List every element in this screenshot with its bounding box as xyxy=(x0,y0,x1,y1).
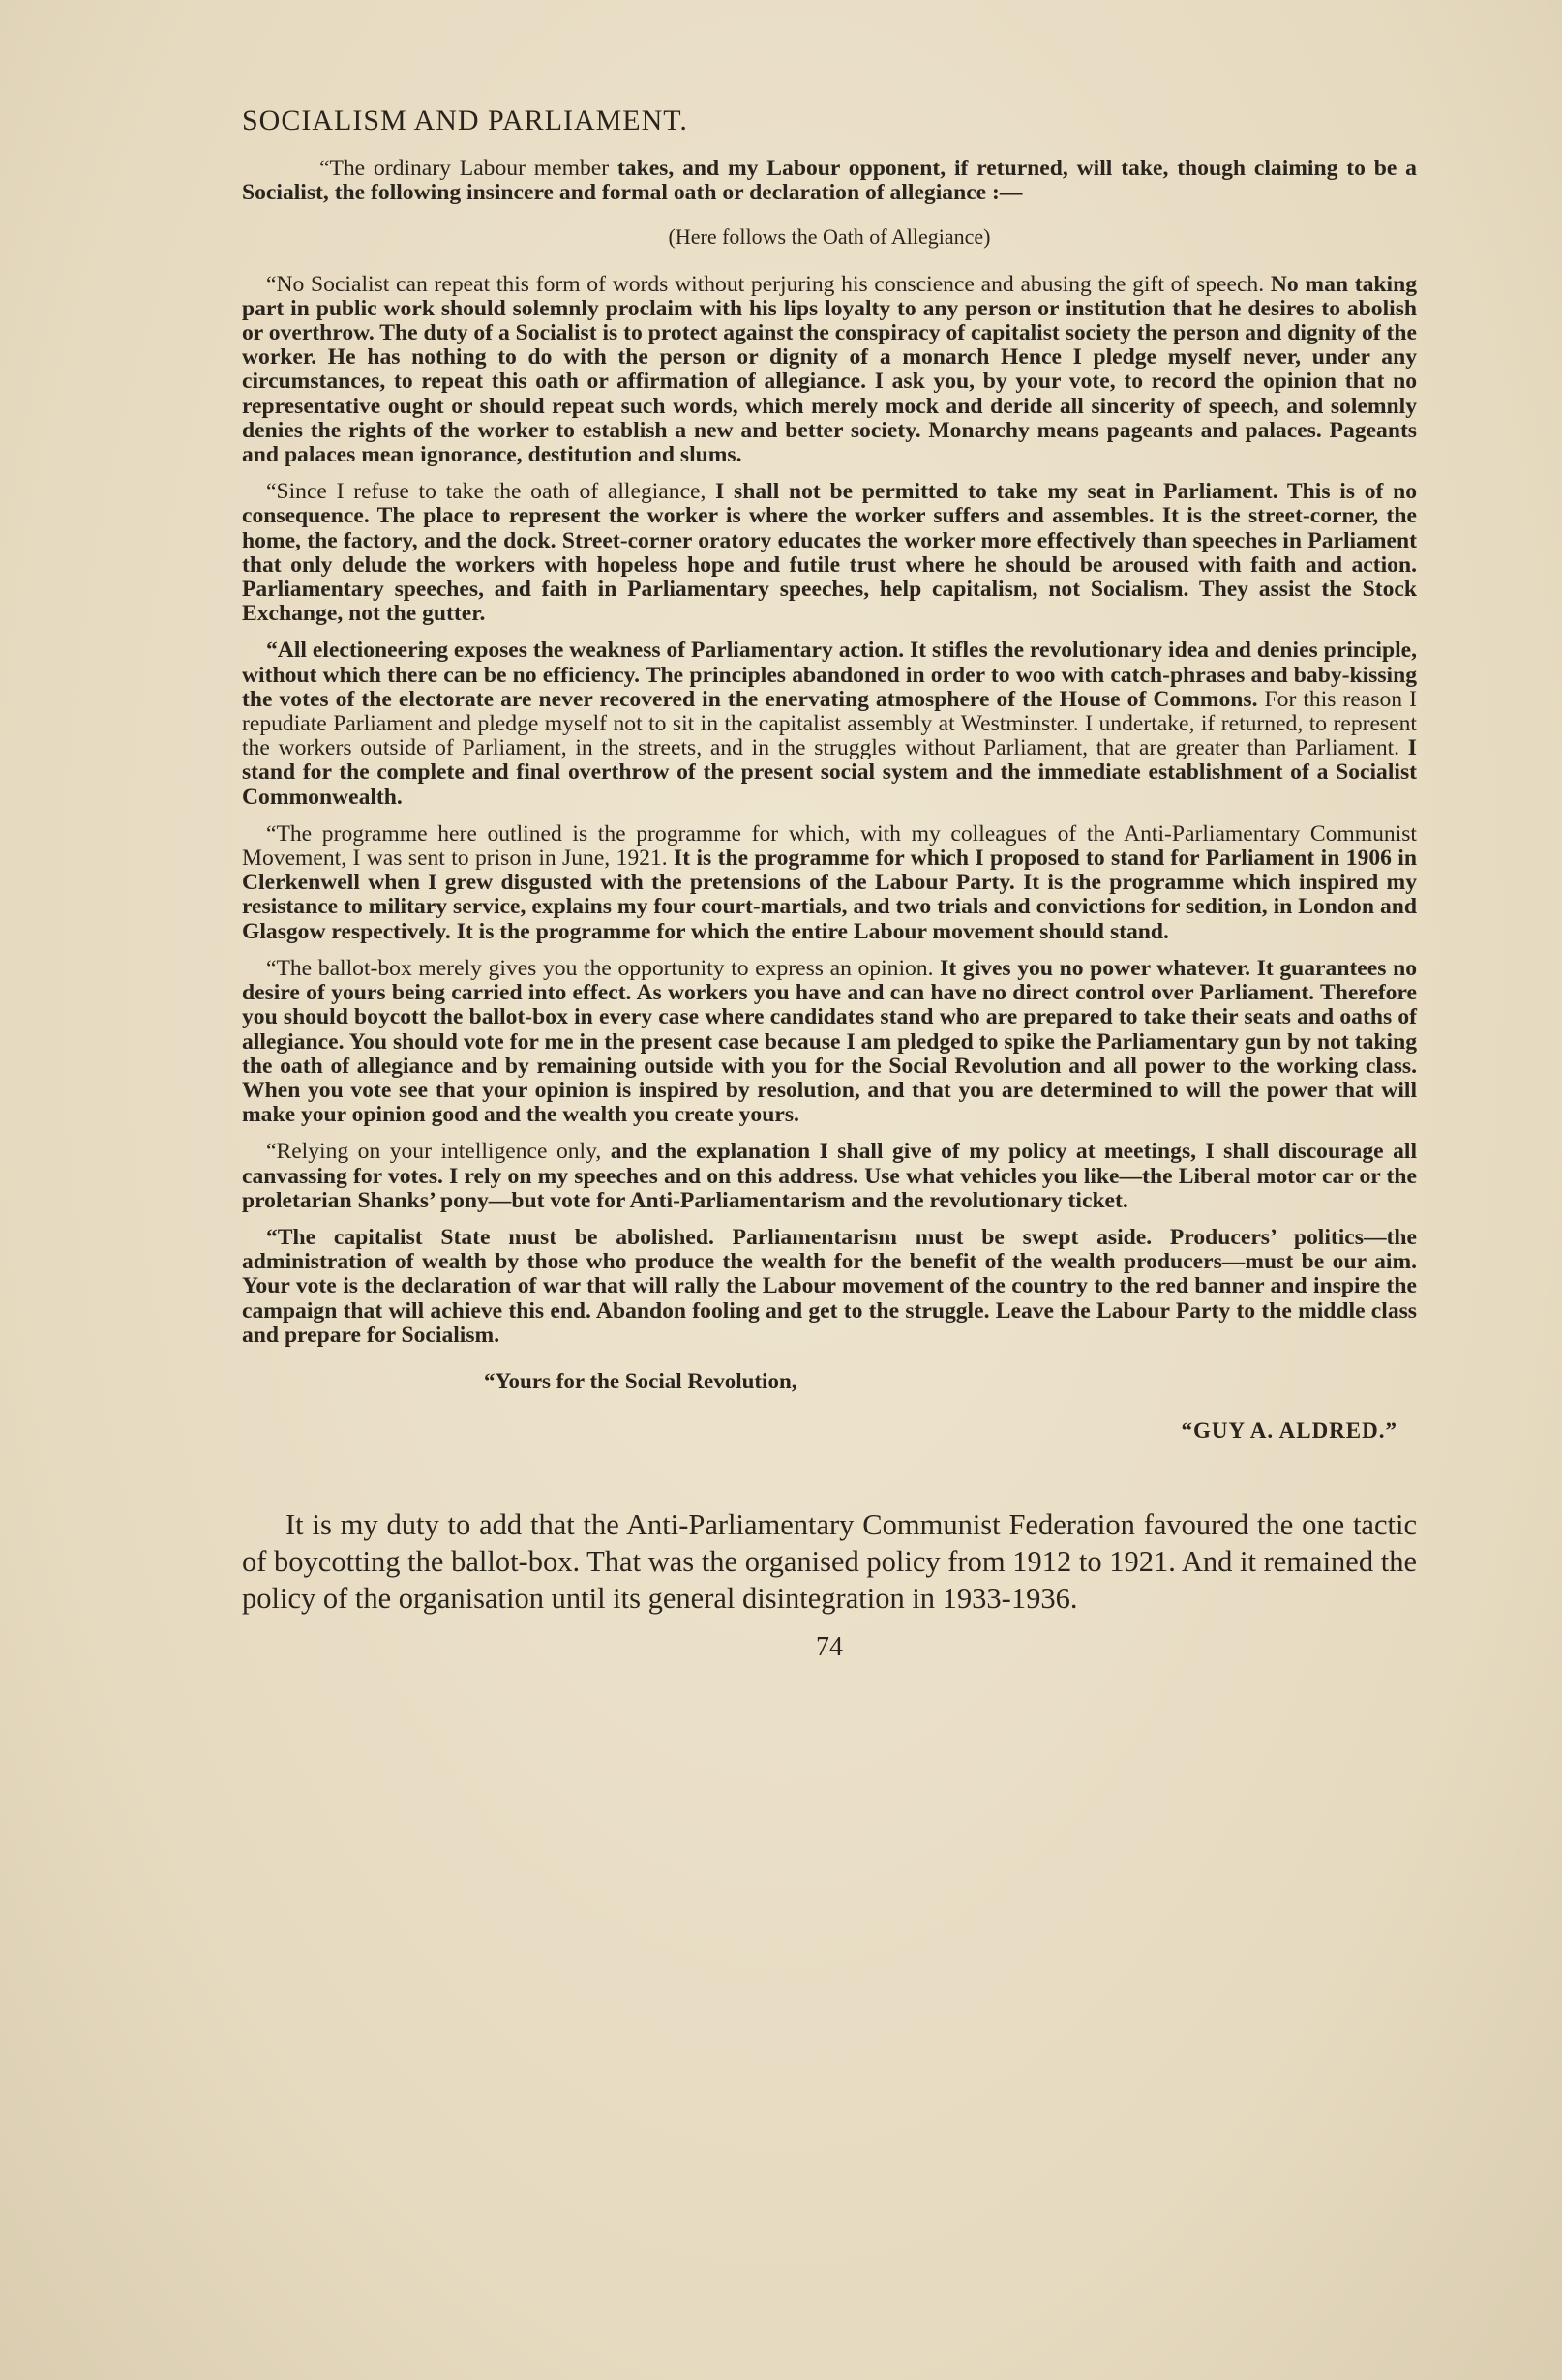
quote-p5-regular: “The programme here outlined is the programme for which, with my colleagues of the Anti-Parliamentary Communist Movement, I was sent to prison in June, 1921. xyxy=(242,820,1417,872)
quote-p1-regular: “The ordinary Labour member xyxy=(319,156,610,181)
running-head: SOCIALISM AND PARLIAMENT. xyxy=(242,104,688,136)
closing-salutation: “Yours for the Social Revolution, xyxy=(484,1368,797,1393)
quote-p6-bold: It gives you no power whatever. It guarantees no desire of yours being carried into effect. As workers you have and can have no direct control over Parliament. Therefore you should boycott the ballot-box in every case where candidates stand who are prepared to take their seats and oaths of allegiance. You should vote for me in the present case because I am pledged to spike the Parliamentary gun by not taking the oath of allegiance and by remaining outside with you for the Social Revolution and all power to the working class. When you vote see that your opinion is inspired by resolution, and that you are determined to will the power that will make your opinion good and the wealth you create yours. xyxy=(242,955,1417,1128)
author-paragraph: It is my duty to add that the Anti-Parliamentary Communist Federation favoured the one tactic of boycotting the ballot-box. That was the organised policy from 1912 to 1921. And it remained the policy of the organisation until its general disintegration in 1933-1936. xyxy=(242,1508,1417,1616)
quote-p7-bold: and the explanation I shall give of my policy at meetings, I shall discourage all canvassing for votes. I rely on my speeches and on this address. Use what vehicles you like—the Liberal motor car or the proletarian Shanks’ pony—but vote for Anti-Parliamentarism and the revolutionary ticket. xyxy=(242,1139,1418,1213)
quote-p2-regular: “No Socialist can repeat this form of words without perjuring his conscience and abusing the gift of speech. xyxy=(266,271,1265,297)
quote-paragraph-1 xyxy=(242,157,1417,205)
quote-paragraph-3 xyxy=(242,480,1417,626)
quote-p5-bold: It is the programme for which I proposed to stand for Parliament in 1906 in Clerkenwell when I grew disgusted with the pretensions of the Labour Party. It is the programme which inspired my resistance to military service, explains my four court-martials, and two trials and convictions for sedition, in London and Glasgow respectively. It is the programme for which the entire Labour movement should stand. xyxy=(242,846,1417,944)
quote-paragraph-7 xyxy=(242,1140,1417,1213)
quote-paragraph-4 xyxy=(242,639,1417,809)
quote-paragraph-8 xyxy=(242,1226,1417,1348)
quote-paragraph-6 xyxy=(242,957,1417,1127)
quote-p4-bold: “All electioneering exposes the weakness of Parliamentary action. It stifles the revolutionary idea and denies principle, without which there can be no efficiency. The principles abandoned in order to woo with catch-phrases and baby-kissing the votes of the electorate are never recovered in the enervating atmosphere of the House of Commons. xyxy=(242,638,1417,712)
quote-p3-bold: I shall not be permitted to take my seat in Parliament. This is of no consequence. The place to represent the worker is where the worker suffers and assembles. It is the street-corner, the home, the factory, and the dock. Street-corner oratory educates the worker more effectively than speeches in Parliament that only delude the workers with hopeless hope and futile trust where he should be aroused with faith and action. Parliamentary speeches, and faith in Parliamentary speeches, help capitalism, not Socialism. They assist the Stock Exchange, not the gutter. xyxy=(242,479,1417,627)
quote-paragraph-2 xyxy=(242,273,1417,468)
quote-p6-regular: “The ballot-box merely gives you the opportunity to express an opinion. xyxy=(266,955,934,981)
quote-p3-regular: “Since I refuse to take the oath of allegiance, xyxy=(266,479,706,505)
quote-p1-bold: takes, and my Labour opponent, if returned, will take, though claiming to be a Socialist, the following insincere and formal oath or declaration of allegiance :— xyxy=(242,156,1417,206)
quote-paragraph-5 xyxy=(242,822,1417,944)
quoted-address xyxy=(242,157,1417,1443)
oath-aside: (Here follows the Oath of Allegiance) xyxy=(668,224,991,250)
quote-p7-regular: “Relying on your intelligence only, xyxy=(266,1139,602,1165)
page-number: 74 xyxy=(816,1632,843,1663)
signature: “GUY A. ALDRED.” xyxy=(1181,1418,1397,1443)
quote-p2-bold: No man taking part in public work should solemnly proclaim with his lips loyalty to any person or institution that he desires to abolish or overthrow. The duty of a Socialist is to protect against the conspiracy of capitalist society the person and dignity of the worker. He has nothing to do with the person or dignity of a monarch Hence I pledge myself never, under any circumstances, to repeat this oath or affirmation of allegiance. I ask you, by your vote, to record the opinion that no representative ought or should repeat such words, which merely mock and deride all sincerity of speech, and solemnly denies the rights of the worker to establish a new and better society. Monarchy means pageants and palaces. Pageants and palaces mean ignorance, destitution and slums. xyxy=(242,271,1417,468)
quote-p4-regular: For this reason I repudiate Parliament and pledge myself not to sit in the capitalist assembly at Westminster. I undertake, if returned, to represent the workers outside of Parliament, in the streets, and in the struggles without Parliament, that are greater than Parliament. xyxy=(242,686,1417,761)
quote-p8-bold: “The capitalist State must be abolished. Parliamentarism must be swept aside. Producers’ politics—the administration of wealth by those who produce the wealth for the benefit of the wealth producers—must be our aim. Your vote is the declaration of war that will rally the Labour movement of the country to the red banner and inspire the campaign that will achieve this end. Abandon fooling and get to the struggle. Leave the Labour Party to the middle class and prepare for Socialism. xyxy=(242,1224,1417,1348)
quote-p4-bold-end: I stand for the complete and final overthrow of the present social system and the immediate establishment of a Socialist Commonwealth. xyxy=(242,735,1417,810)
